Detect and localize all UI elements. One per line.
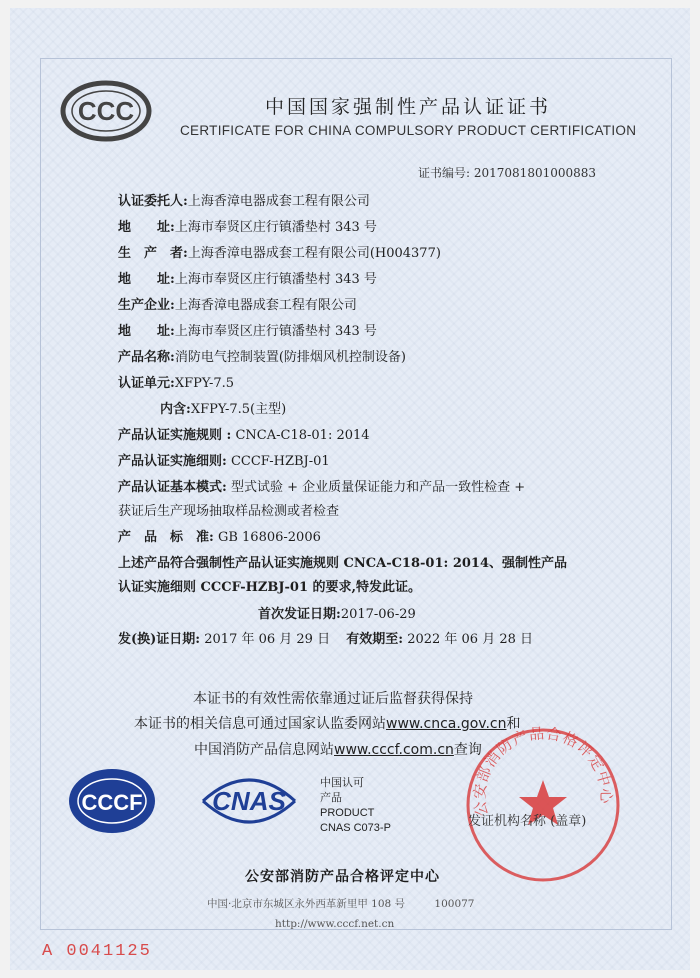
basic-mode-row (118, 476, 525, 495)
factory-value: 上海香漳电器成套工程有限公司 (174, 298, 357, 313)
impl-rule-label: 产品认证实施规则 : (118, 428, 232, 443)
cnas-accreditation-text (320, 776, 391, 836)
organization-address (207, 896, 475, 911)
manufacturer-label: 生 产 者: (118, 246, 188, 261)
factory-label: 生产企业: (118, 298, 175, 313)
cnas-logo (195, 765, 303, 837)
certificate-title-en: CERTIFICATE FOR CHINA COMPULSORY PRODUCT CERTIFICATION (180, 123, 637, 138)
address1-row (118, 216, 377, 235)
contains-row (160, 398, 286, 417)
cnas-text-line-3: PRODUCT (320, 807, 375, 819)
address1-label: 地 址: (118, 220, 175, 235)
issue-date-value: 2017 年 06 月 29 日 (204, 632, 331, 647)
seal-text: 公安部消防产品合格评定中心 (470, 724, 616, 818)
first-issue-row (258, 603, 416, 622)
impl-detail-row (118, 450, 330, 469)
address2-row (118, 268, 377, 287)
certificate-title-cn: 中国国家强制性产品认证证书 (265, 96, 552, 118)
first-issue-label: 首次发证日期: (258, 607, 341, 622)
basic-mode-row-2 (118, 500, 339, 519)
cnca-notice-text: 本证书的相关信息可通过国家认监委网站 (134, 716, 386, 732)
ccc-logo-text: CCC (77, 96, 135, 126)
cccf-notice-text: 中国消防产品信息网站 (194, 742, 334, 758)
cnas-logo-text: CNAS (212, 786, 286, 816)
manufacturer-value: 上海香漳电器成套工程有限公司(H004377) (187, 246, 441, 261)
issuing-organization: 公安部消防产品合格评定中心 (245, 869, 440, 885)
applicant-value: 上海香漳电器成套工程有限公司 (187, 194, 370, 209)
cnas-text-line-1: 中国认可 (320, 777, 364, 789)
statement-line-1: 上述产品符合强制性产品认证实施规则 CNCA-C18-01: 2014、强制性产品 (118, 556, 568, 571)
impl-rule-row (118, 424, 370, 443)
cert-unit-row (118, 372, 234, 391)
certificate-number-value: 2017081801000883 (473, 166, 597, 180)
red-seal (458, 720, 628, 890)
factory-row (118, 294, 357, 313)
issuer-label: 发证机构名称 (盖章) (468, 814, 587, 829)
applicant-label: 认证委托人: (118, 194, 188, 209)
cccf-notice-end: 查询 (453, 742, 482, 758)
contains-label: 内含: (160, 402, 191, 417)
valid-until-label: 有效期至: (346, 632, 404, 647)
standard-row (118, 526, 321, 545)
cccf-logo (68, 768, 156, 834)
first-issue-value: 2017-06-29 (340, 607, 416, 622)
cnas-text-line-4: CNAS C073-P (320, 822, 391, 834)
basic-mode-value-2: 获证后生产现场抽取样品检测或者检查 (118, 504, 340, 519)
validity-notice: 本证书的有效性需依靠通过证后监督获得保持 (193, 691, 473, 707)
certificate-number-label: 证书编号: (418, 166, 471, 180)
cnca-website-link[interactable]: www.cnca.gov.cn (386, 716, 507, 732)
product-name-label: 产品名称: (118, 350, 175, 365)
address2-value: 上海市奉贤区庄行镇潘垫村 343 号 (174, 272, 377, 287)
standard-value: GB 16806-2006 (217, 530, 321, 545)
address3-label: 地 址: (118, 324, 175, 339)
address-text: 中国·北京市东城区永外西革新里甲 108 号 (207, 898, 406, 910)
product-name-row (118, 346, 406, 365)
issue-date-row (118, 628, 533, 647)
cert-unit-label: 认证单元: (118, 376, 175, 391)
standard-label: 产 品 标 准: (118, 530, 214, 545)
product-name-value: 消防电气控制装置(防排烟风机控制设备) (174, 350, 406, 365)
cccf-notice (194, 739, 482, 759)
address1-value: 上海市奉贤区庄行镇潘垫村 343 号 (174, 220, 377, 235)
statement-line-2: 认证实施细则 CCCF-HZBJ-01 的要求,特发此证。 (118, 580, 422, 595)
issue-date-label: 发(换)证日期: (118, 632, 201, 647)
cccf-website-link[interactable]: www.cccf.com.cn (334, 742, 454, 758)
cccf-logo-text: CCCF (81, 790, 143, 815)
applicant-row (118, 190, 370, 209)
contains-value: XFPY-7.5(主型) (190, 402, 287, 417)
address3-value: 上海市奉贤区庄行镇潘垫村 343 号 (174, 324, 377, 339)
valid-until-value: 2022 年 06 月 28 日 (407, 632, 534, 647)
organization-website[interactable]: http://www.cccf.net.cn (275, 918, 395, 930)
serial-number: A 0041125 (42, 942, 152, 961)
address2-label: 地 址: (118, 272, 175, 287)
impl-detail-value: CCCF-HZBJ-01 (230, 454, 330, 469)
postcode: 100077 (434, 898, 475, 910)
manufacturer-row (118, 242, 441, 261)
cnca-notice-end: 和 (506, 716, 521, 732)
cert-unit-value: XFPY-7.5 (174, 376, 235, 391)
impl-detail-label: 产品认证实施细则: (118, 454, 227, 469)
address3-row (118, 320, 377, 339)
basic-mode-label: 产品认证基本模式: (118, 480, 227, 495)
basic-mode-value-1: 型式试验 + 企业质量保证能力和产品一致性检查 + (230, 480, 526, 495)
cnas-text-line-2: 产品 (320, 792, 342, 804)
ccc-logo (60, 80, 152, 142)
certificate-number (418, 164, 596, 181)
impl-rule-value: CNCA-C18-01: 2014 (235, 428, 370, 443)
